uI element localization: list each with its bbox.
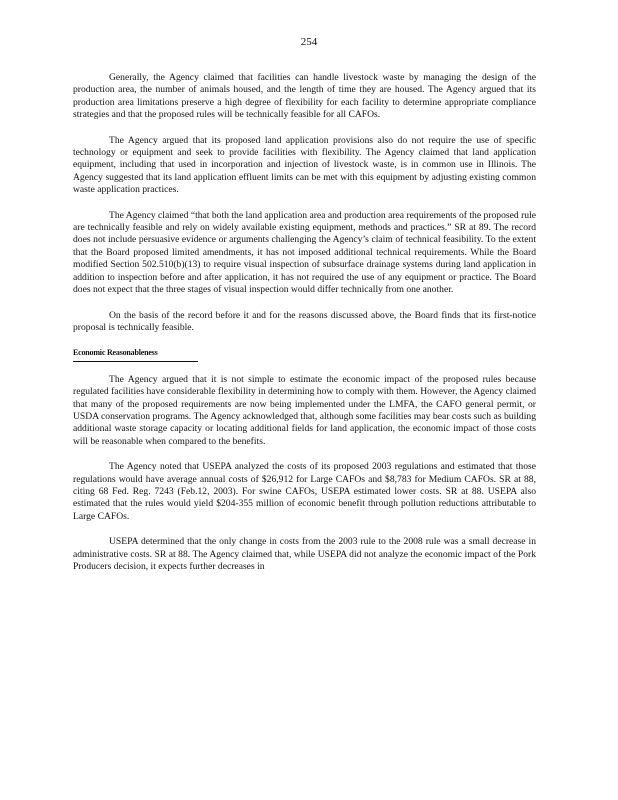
paragraph-technical-feasibility: The Agency claimed “that both the land application area and production area requirements of the proposed rule are technically feasible and rely on widely available existing equipment, methods and practices.” SR at 89. The record does not include persuasive evidence or arguments challenging the Agency’s claim of technical feasibility. To the extent that the Board proposed limited amendments, it has not imposed additional technical requirements. While the Board modified Section 502.510(b)(13) to require visual inspection of subsurface drainage systems during land application in addition to inspection before and after application, it has not required the use of any equipment or practice. The Board does not expect that the three stages of visual inspection would differ technically from one another.	[73, 209, 536, 296]
section-heading-text: Economic Reasonableness	[73, 347, 198, 361]
paragraph-production-area: Generally, the Agency claimed that facilities can handle livestock waste by managing the design of the production area, the number of animals housed, and the length of time they are housed. The Agency argued that its production area limitations preserve a high degree of flexibility for each facility to determine appropriate compliance strategies and that the proposed rules will be technically feasible for all CAFOs.	[73, 72, 536, 121]
paragraph-land-application: The Agency argued that its proposed land application provisions also do not require the use of specific technology or equipment and seek to provide facilities with flexibility. The Agency claimed that land application equipment, including that used in incorporation and injection of livestock waste, is in common use in Illinois. The Agency suggested that its land application effluent limits can be met with this equipment by adjusting existing common waste application practices.	[73, 134, 536, 196]
paragraph-economic-impact: The Agency argued that it is not simple to estimate the economic impact of the proposed rules because regulated facilities have considerable flexibility in determining how to comply with them. However, the Agency claimed that many of the proposed requirements are now being implemented under the LMFA, the CAFO general permit, or USDA conservation programs. The Agency acknowledged that, although some facilities may bear costs such as building additional waste storage capacity or locating additional fields for land application, the economic impact of those costs will be reasonable when compared to the benefits.	[73, 373, 536, 447]
paragraph-board-finding: On the basis of the record before it and for the reasons discussed above, the Board finds that its first-notice proposal is technically feasible.	[73, 309, 536, 333]
document-body	[73, 72, 536, 586]
page-number: 254	[300, 36, 318, 48]
paragraph-usepa-costs: The Agency noted that USEPA analyzed the costs of its proposed 2003 regulations and estimated that those regulations would have average annual costs of $26,912 for Large CAFOs and $8,783 for Medium CAFOs. SR at 88, citing 68 Fed. Reg. 7243 (Feb.12, 2003). For swine CAFOs, USEPA estimated lower costs. SR at 88. USEPA also estimated that the rules would yield $204-355 million of economic benefit through pollution reductions attributable to Large CAFOs.	[73, 461, 536, 522]
paragraph-usepa-change: USEPA determined that the only change in costs from the 2003 rule to the 2008 rule was a small decrease in administrative costs. SR at 88. The Agency claimed that, while USEPA did not analyze the economic impact of the Pork Producers decision, it expects further decreases in	[73, 536, 536, 572]
section-heading	[73, 347, 536, 361]
